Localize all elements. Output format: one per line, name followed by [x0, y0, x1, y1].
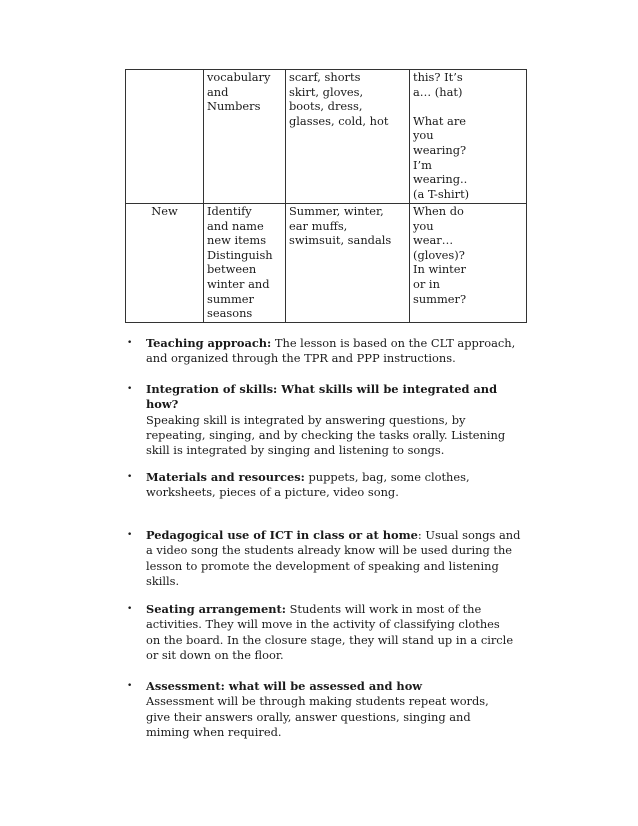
table-cell-vocabulary: Summer, winter, ear muffs, swimsuit, sandals — [286, 204, 410, 323]
bullet-icon: • — [127, 681, 133, 691]
bullet-icon: • — [127, 604, 133, 614]
assessment-item — [127, 679, 529, 740]
section-text: a video song the students already know will be used during the — [146, 543, 513, 558]
table-row — [126, 70, 527, 204]
ict-item — [127, 528, 529, 589]
section-text: and organized through the TPR and PPP instructions. — [146, 351, 456, 366]
table-row — [126, 204, 527, 323]
teaching-approach-heading: Teaching approach: — [146, 336, 272, 350]
integration-skills-item — [127, 382, 529, 458]
table-cell-stage — [126, 70, 204, 204]
assessment-heading: Assessment: what will be assessed and how — [146, 679, 423, 693]
table-cell-structures: When do you wear… (gloves)? In winter or in summer? — [410, 204, 527, 323]
section-text: miming when required. — [146, 724, 282, 739]
bullet-icon: • — [127, 472, 133, 482]
section-text: Assessment will be through making students repeat words, — [146, 694, 489, 709]
integration-heading: Integration of skills: What skills will be integrated and — [146, 382, 498, 396]
section-text: The lesson is based on the CLT approach, — [271, 336, 516, 350]
integration-heading: how? — [146, 397, 179, 412]
ict-heading: Pedagogical use of ICT in class or at home — [146, 528, 418, 542]
section-text: Speaking skill is integrated by answering questions, by — [146, 412, 466, 427]
section-text: puppets, bag, some clothes, — [304, 470, 470, 484]
section-text: Students will work in most of the — [285, 602, 482, 616]
table-cell-objectives: vocabulary and Numbers — [204, 70, 286, 204]
table-cell-stage: New — [126, 204, 204, 323]
section-text: skill is integrated by singing and listening to songs. — [146, 443, 445, 458]
table-cell-structures: this? It’s a… (hat) What are you wearing? I’m wearing.. (a T-shirt) — [410, 70, 527, 204]
section-text: : Usual songs and — [417, 528, 521, 542]
bullet-icon: • — [127, 530, 133, 540]
section-text: on the board. In the closure stage, they will stand up in a circle — [146, 632, 514, 647]
materials-item — [127, 470, 529, 501]
seating-item — [127, 602, 529, 663]
teaching-approach-item — [127, 336, 529, 367]
seating-heading: Seating arrangement: — [146, 602, 286, 616]
table-cell-vocabulary: scarf, shorts skirt, gloves, boots, dress, glasses, cold, hot — [286, 70, 410, 204]
lesson-table — [125, 69, 527, 323]
section-text: lesson to promote the development of speaking and listening — [146, 558, 499, 573]
materials-heading: Materials and resources: — [146, 470, 305, 484]
section-text: skills. — [146, 573, 180, 588]
section-text: worksheets, pieces of a picture, video song. — [146, 485, 399, 500]
section-text: give their answers orally, answer questions, singing and — [146, 709, 471, 724]
section-text: activities. They will move in the activity of classifying clothes — [146, 617, 500, 632]
section-text: repeating, singing, and by checking the tasks orally. Listening — [146, 427, 506, 442]
bullet-icon: • — [127, 338, 133, 348]
bullet-icon: • — [127, 384, 133, 394]
table-cell-objectives: Identify and name new items Distinguish between winter and summer seasons — [204, 204, 286, 323]
section-text: or sit down on the floor. — [146, 647, 284, 662]
